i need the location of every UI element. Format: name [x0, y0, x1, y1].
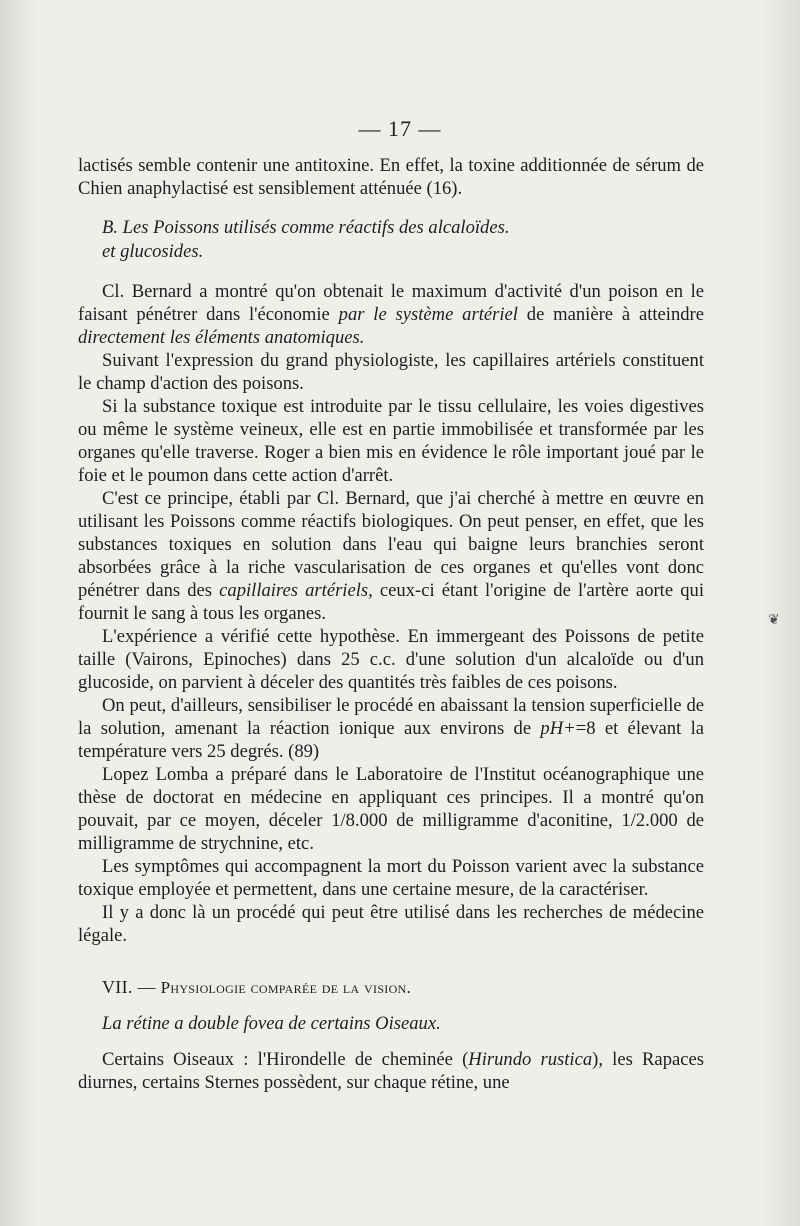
heading-b-line2: et glucosides. [102, 241, 204, 262]
text-run: Certains Oiseaux : l'Hirondelle de cheminée ( [102, 1049, 469, 1070]
text-run: C'est ce principe, établi par Cl. Bernard, que j'ai cherché à mettre en œuvre en utilisant les Poissons comme réactifs biologiques. On peut penser, en effet, que les substances toxiques en solution dans l'eau qui baigne leurs branchies seront absorbées grâce à la riche vascularisation de ces organes et qu'elles vont donc pénétrer dans des [78, 488, 704, 601]
section-number: VII. — [102, 977, 156, 997]
text-run: Les symptômes qui accompagnent la mort du Poisson varient avec la substance toxique employée et permettent, dans une certaine mesure, de la caractériser. [78, 856, 704, 900]
paragraph [78, 694, 704, 763]
page-number: — 17 — [358, 116, 442, 141]
text-run: ceux-ci étant l'origine de l'artère aorte qui fournit le sang à tous les organes. [78, 580, 704, 624]
text-run: ), les Rapaces diurnes, certains Sternes possèdent, sur chaque rétine, une [78, 1049, 704, 1093]
text-run: L'expérience a vérifié cette hypothèse. En immergeant des Poissons de petite taille (Vairons, Epinoches) dans 25 c.c. d'une solution d'un alcaloïde ou d'un glucoside, on parvient à déceler des quantités très faibles de ces poisons. [78, 626, 704, 693]
heading-b-line1: B. Les Poissons utilisés comme réactifs des alcaloïdes. [102, 217, 510, 238]
paragraph [78, 395, 704, 487]
section-heading-vii [78, 975, 704, 1000]
italic-text: par le système artériel [338, 304, 518, 325]
paragraphs-section-vii [78, 1048, 704, 1094]
text-run: de manière à atteindre [517, 304, 704, 325]
paragraph [78, 349, 704, 395]
paragraph [78, 280, 704, 349]
italic-text: pH+ [540, 718, 576, 739]
paragraph [78, 154, 704, 200]
text-run: Si la substance toxique est introduite par le tissu cellulaire, les voies digestives ou même le système veineux, elle est en partie immobilisée et transformée par les organes qu'elle traverse. Roger a bien mis en évidence le rôle important joué par le foie et le poumon dans cette action d'arrêt. [78, 396, 704, 486]
text-run: Il y a donc là un procédé qui peut être utilisé dans les recherches de médecine légale. [78, 902, 704, 946]
paragraphs-section-b [78, 280, 704, 947]
text-run: Suivant l'expression du grand physiologiste, les capillaires artériels constituent le champ d'action des poisons. [78, 350, 704, 394]
subheading-vii: La rétine a double fovea de certains Oiseaux. [102, 1013, 441, 1034]
text-run: On peut, d'ailleurs, sensibiliser le procédé en abaissant la tension superficielle de la solution, amenant la réaction ionique aux environs de [78, 695, 704, 739]
paragraph [78, 901, 704, 947]
margin-mark-icon: ❦ [768, 613, 780, 628]
body-text [78, 154, 704, 1094]
text-run: lactisés semble contenir une antitoxine. En effet, la toxine additionnée de sérum de Chien anaphylactisé est sensiblement atténuée (16). [78, 155, 704, 199]
text-run: =8 et élevant la température vers 25 degrés. (89) [78, 718, 704, 762]
italic-text: directement les éléments anatomiques. [78, 327, 365, 348]
paragraph [78, 487, 704, 625]
italic-text: capillaires artériels, [219, 580, 373, 601]
paragraph [78, 763, 704, 855]
section-title: Physiologie comparée de la vision. [160, 978, 412, 997]
italic-text: Hirundo rustica [468, 1049, 593, 1070]
text-run: Lopez Lomba a préparé dans le Laboratoire de l'Institut océanographique une thèse de doctorat en médecine en appliquant ces principes. Il a montré qu'on pouvait, par ce moyen, déceler 1/8.000 de milligramme d'aconitine, 1/2.000 de milligramme de strychnine, etc. [78, 764, 704, 854]
paragraph [78, 625, 704, 694]
text-run: Cl. Bernard a montré qu'on obtenait le maximum d'activité d'un poison en le faisant pénétrer dans l'économie [78, 281, 704, 325]
paragraph [78, 1048, 704, 1094]
paragraph [78, 855, 704, 901]
paragraphs-top [78, 154, 704, 200]
